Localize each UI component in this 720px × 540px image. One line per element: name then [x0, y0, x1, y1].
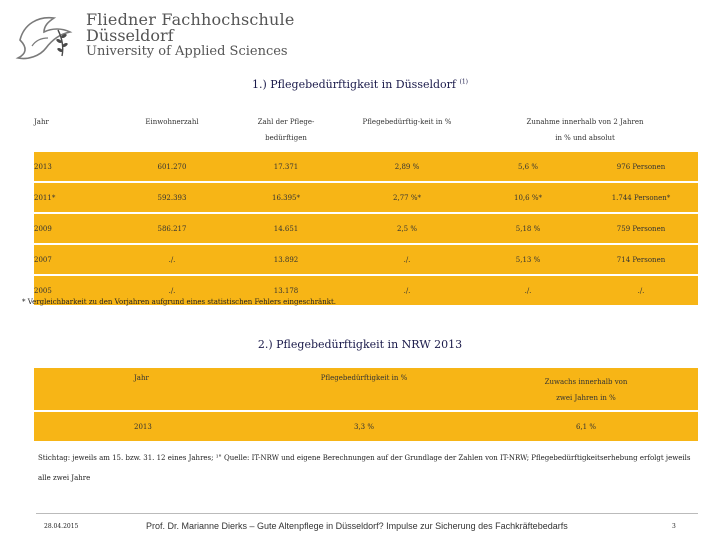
- footer-date: 28.04.2015: [44, 523, 79, 530]
- duesseldorf-care-table: [34, 104, 698, 307]
- nrw-care-table: [34, 368, 698, 443]
- table-header-row: [34, 368, 698, 411]
- table-cell: 13.178: [230, 275, 342, 306]
- table-cell: 10,6 %*: [472, 182, 584, 213]
- header-cell: Einwohnerzahl: [114, 104, 230, 152]
- table-cell: 2,5 %: [342, 213, 472, 244]
- logo-wordmark: [86, 12, 295, 60]
- logo-line-1: Fliedner Fachhochschule: [86, 10, 295, 29]
- dove-with-branch-icon: [14, 10, 78, 66]
- header-cell: Jahr: [34, 104, 114, 152]
- table-cell: 16.395*: [230, 182, 342, 213]
- table-row: [34, 182, 698, 213]
- header-cell: Zunahme innerhalb von 2 Jahren in % und absolut: [472, 104, 698, 152]
- page-number: 3: [672, 523, 676, 530]
- table-cell: 2011*: [34, 182, 114, 213]
- slide-footer: [0, 517, 720, 537]
- logo-line-2: Düsseldorf: [86, 26, 174, 45]
- table-cell: ./.: [114, 244, 230, 275]
- table-cell: 2,77 %*: [342, 182, 472, 213]
- table-cell: 5,18 %: [472, 213, 584, 244]
- table-cell: ./.: [342, 275, 472, 306]
- table-cell: 1.744 Personen*: [584, 182, 698, 213]
- table-cell: 601.270: [114, 152, 230, 182]
- footer-divider: [36, 513, 698, 514]
- section1-title-footnote-mark: (1): [459, 78, 468, 86]
- header-cell: Zuwachs innerhalb von zwei Jahren in %: [474, 368, 698, 411]
- table-cell: 976 Personen: [584, 152, 698, 182]
- table-cell: 3,3 %: [254, 411, 474, 442]
- table-cell: 2007: [34, 244, 114, 275]
- table-row: [34, 244, 698, 275]
- table-cell: 714 Personen: [584, 244, 698, 275]
- logo-line-3: University of Applied Sciences: [86, 44, 288, 59]
- table-cell: ./.: [342, 244, 472, 275]
- section1-title-text: 1.) Pflegebedürftigkeit in Düsseldorf: [252, 78, 456, 91]
- table-cell: ./.: [472, 275, 584, 306]
- table-cell: 6,1 %: [474, 411, 698, 442]
- header-cell: Pflegebedürftigkeit in %: [254, 368, 474, 411]
- university-logo: [14, 10, 295, 70]
- table-row: [34, 213, 698, 244]
- table-cell: 2,89 %: [342, 152, 472, 182]
- table-cell: ./.: [584, 275, 698, 306]
- table-row: [34, 152, 698, 182]
- section2-title: 2.) Pflegebedürftigkeit in NRW 2013: [257, 338, 463, 351]
- table-cell: 17.371: [230, 152, 342, 182]
- source-note: Stichtag: jeweils am 15. bzw. 31. 12 eines Jahres; ¹" Quelle: IT-NRW und eigene Berechnungen auf der Grundlage der Zahlen von IT-NRW; Pflegebedürftigkeitserhebung erfolgt jeweils alle zwei Jahre: [38, 454, 691, 482]
- section1-title: [230, 78, 490, 91]
- header-cell: Jahr: [34, 368, 254, 411]
- footer-text: Prof. Dr. Marianne Dierks – Gute Altenpflege in Düsseldorf? Impulse zur Sicherung des Fachkräftebedarfs: [146, 521, 568, 531]
- table-cell: 2013: [34, 411, 254, 442]
- table-cell: 13.892: [230, 244, 342, 275]
- table-cell: 14.651: [230, 213, 342, 244]
- table-cell: 2009: [34, 213, 114, 244]
- table-cell: 5,6 %: [472, 152, 584, 182]
- table-cell: 759 Personen: [584, 213, 698, 244]
- table-cell: ./.: [114, 275, 230, 306]
- table-cell: 592.393: [114, 182, 230, 213]
- table-row: [34, 411, 698, 442]
- footnote: * Vergleichbarkeit zu den Vorjahren aufgrund eines statistischen Fehlers eingeschränkt.: [22, 298, 336, 306]
- table-header-row: [34, 104, 698, 152]
- table-cell: 5,13 %: [472, 244, 584, 275]
- table-cell: 2005: [34, 275, 114, 306]
- header-cell: Pflegebedürftig-keit in %: [342, 104, 472, 152]
- header-cell: Zahl der Pflege- bedürftigen: [230, 104, 342, 152]
- table-cell: 586.217: [114, 213, 230, 244]
- table-cell: 2013: [34, 152, 114, 182]
